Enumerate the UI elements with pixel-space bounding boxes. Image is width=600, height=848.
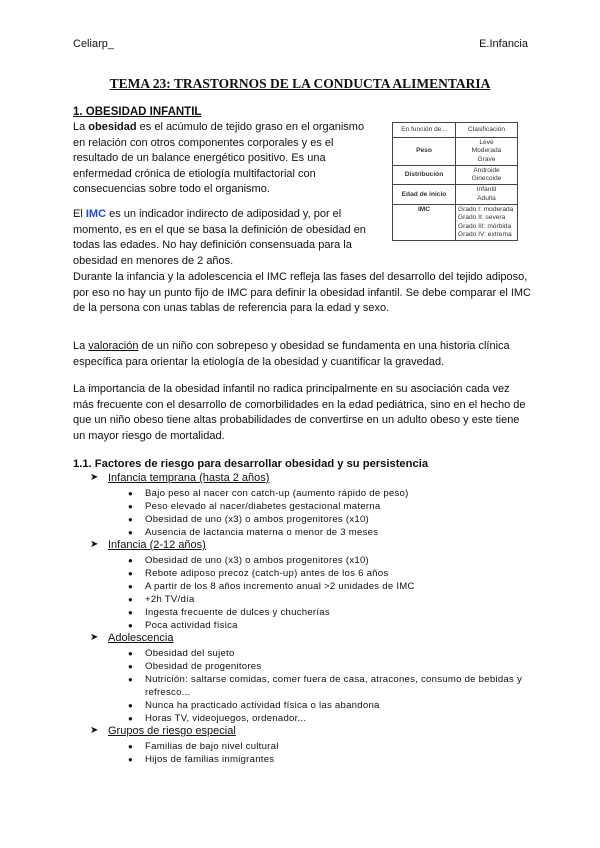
list-item [0,500,600,513]
list-item [0,619,600,632]
table-cell [456,185,518,205]
list-item-text: A partir de los 8 años incremento anual >2 unidades de IMC [145,581,415,592]
table-value: Androide [473,166,500,174]
page-title: TEMA 23: TRASTORNOS DE LA CONDUCTA ALIMENTARIA [109,76,491,91]
arrow-right-icon: ➤ [90,539,99,550]
table-row-label: Distribución [393,165,456,185]
list-item-text: Rebote adiposo precoz (catch-up) antes de los 6 años [145,568,389,579]
list-item-text: Obesidad de uno (x3) o ambos progenitores (x10) [145,514,369,525]
table-row [393,205,518,241]
list-item-text: Nunca ha practicado actividad física o las abandona [145,700,380,711]
table-row-label: Peso [393,138,456,166]
table-header-cell: En función de... [393,123,456,138]
bullet-icon: ● [128,582,134,591]
list-item [0,567,600,580]
table-value: Infantil [476,186,497,194]
bullet-icon: ● [128,556,134,565]
list-item [0,580,600,593]
risk-group-label: Infancia (2-12 años) [108,539,206,551]
subsection-heading-factores: 1.1. Factores de riesgo para desarrollar obesidad y su persistencia [73,458,429,470]
list-item [0,487,600,500]
table-value: Grado IV: extrema [458,230,512,238]
list-item [0,606,600,619]
list-item-text: Hijos de familias inmigrantes [145,754,275,765]
risk-group-label: Adolescencia [108,632,174,644]
list-item [0,593,600,606]
bullet-icon: ● [128,675,134,684]
list-item-text: Peso elevado al nacer/diabetes gestacional materna [145,501,381,512]
table-value: Grado II: severa [458,214,506,222]
list-item-text: Familias de bajo nivel cultural [145,741,279,752]
risk-group-label: Grupos de riesgo especial [108,725,236,737]
table-value: Grado III: mórbida [458,222,512,230]
list-item [0,647,600,660]
bullet-icon: ● [128,515,134,524]
table-value: Adulta [477,194,496,202]
risk-group-heading [0,472,600,487]
table-cell [456,138,518,166]
p2-post: es un indicador indirecto de adiposidad y, por el momento, es en el que se basa la definición de obesidad en todas las edades. No hay definición consensuada para la obesidad en menores de 2 años. [73,208,366,267]
paragraph-importancia: La importancia de la obesidad infantil no radica principalmente en su asociación cada vez más frecuente con el desarrollo de comorbilidades en la edad pediátrica, sino en el hecho de que un niño obeso tiene altas probabilidades de convertirse en un adulto obeso y este tiene un mayor riesgo de mortalidad. [73,383,526,442]
risk-group-label: Infancia temprana (hasta 2 años) [108,472,270,484]
table-value: Moderada [471,147,502,155]
bullet-icon: ● [128,649,134,658]
list-item-text: +2h TV/día [145,594,195,605]
p1-post: es el acúmulo de tejido graso en el organismo en relación con otros componentes corporales y es el resultado de un balance energético positivo. Es una enfermedad crónica de etiología multifactorial con consecuencias sobre todo el organismo. [73,121,365,196]
list-item-text: Bajo peso al nacer con catch-up (aumento rápido de peso) [145,488,409,499]
bullet-icon: ● [128,569,134,578]
list-item-text: Nutrición: saltarse comidas, comer fuera de casa, atracones, consumo de bebidas y refresco... [145,674,522,698]
arrow-right-icon: ➤ [90,725,99,736]
risk-group-heading [0,539,600,554]
list-item [0,753,600,766]
p4-post: de un niño con sobrepeso y obesidad se fundamenta en una historia clínica específica para orientar la etiología de la obesidad y cuantificar la gravedad. [73,340,510,368]
table-value: Ginecoide [471,175,502,183]
table-cell [456,165,518,185]
table-value: Grado I: moderada [458,206,514,214]
header-author: Celiarp_ [73,38,114,50]
arrow-right-icon: ➤ [90,632,99,643]
table-row [393,138,518,166]
bullet-icon: ● [128,528,134,537]
p1-pre: La [73,121,89,133]
risk-factor-list [0,472,600,766]
classification-table [392,122,518,241]
bullet-icon: ● [128,755,134,764]
table-row [393,165,518,185]
list-item [0,526,600,539]
bullet-icon: ● [128,502,134,511]
bullet-icon: ● [128,489,134,498]
arrow-right-icon: ➤ [90,472,99,483]
list-item-text: Horas TV, videojuegos, ordenador... [145,713,307,724]
paragraph-definition [73,120,373,198]
risk-group-heading [0,632,600,647]
p2-pre: El [73,208,86,220]
paragraph-imc [73,207,373,269]
list-item-text: Ingesta frecuente de dulces y chucherías [145,607,330,618]
p4-pre: La [73,340,89,352]
list-item [0,660,600,673]
table-cell [456,205,518,241]
bullet-icon: ● [128,701,134,710]
section-heading-obesidad: 1. OBESIDAD INFANTIL [73,106,202,118]
list-item-text: Obesidad de progenitores [145,661,262,672]
bullet-icon: ● [128,714,134,723]
bullet-icon: ● [128,621,134,630]
list-item [0,513,600,526]
list-item [0,740,600,753]
header-subject: E.Infancia [479,38,528,50]
table-header-cell: Clasificación [456,123,518,138]
table-row [393,185,518,205]
table-header-row [393,123,518,138]
list-item [0,699,600,712]
list-item-text: Obesidad de uno (x3) o ambos progenitores (x10) [145,555,369,566]
table-row-label: Edad de inicio [393,185,456,205]
p4-underline: valoración [88,340,139,352]
list-item-text: Ausencia de lactancia materna o menor de 3 meses [145,527,379,538]
p1-bold: obesidad [88,121,137,133]
list-item [0,712,600,725]
bullet-icon: ● [128,742,134,751]
table-value: Leve [479,139,494,146]
bullet-icon: ● [128,662,134,671]
list-item-text: Poca actividad física [145,620,238,631]
table-row-label: IMC [393,205,456,241]
p2-imc: IMC [85,208,107,220]
list-item [0,554,600,567]
list-item-text: Obesidad del sujeto [145,648,235,659]
paragraph-imc-infancia: Durante la infancia y la adolescencia el IMC refleja las fases del desarrollo del tejido adiposo, por eso no hay un punto fijo de IMC para definir la obesidad infantil. Se debe comparar el IMC de la persona con unas tablas de referencia para la edad y sexo. [73,271,531,315]
bullet-icon: ● [128,608,134,617]
list-item [0,673,600,699]
risk-group-heading [0,725,600,740]
paragraph-valoracion [73,339,533,370]
bullet-icon: ● [128,595,134,604]
table-value: Grave [477,155,496,163]
